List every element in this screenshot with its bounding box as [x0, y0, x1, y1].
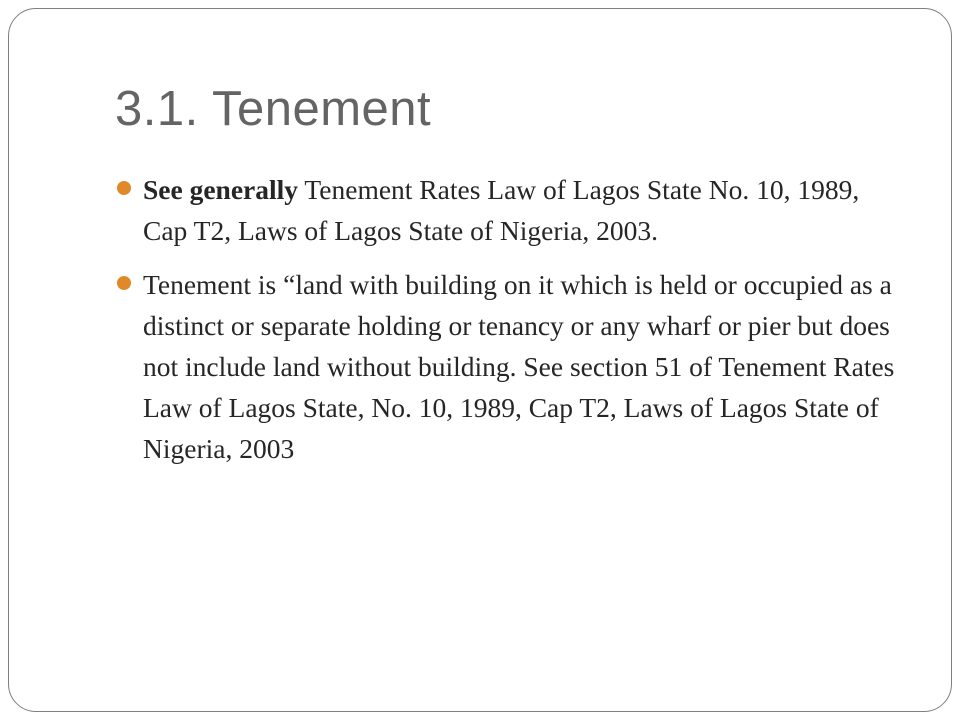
- bullet-item-statute-reference: [115, 169, 905, 251]
- bullet-body-text: Tenement is “land with building on it which is held or occupied as a distinct or separate holding or tenancy or any wharf or pier but does not include land without building. See section 51 of Tenement Rates Law of Lagos State, No. 10, 1989, Cap T2, Laws of Lagos State of Nigeria, 2003: [143, 269, 895, 464]
- slide-title: 3.1. Tenement: [115, 82, 432, 136]
- bullet-body-text: Tenement Rates Law of Lagos State No. 10, 1989, Cap T2, Laws of Lagos State of Nigeria, 2003.: [143, 174, 860, 246]
- bullet-dot-icon: [117, 181, 131, 195]
- bullet-list: [115, 169, 905, 482]
- bullet-lead-text: See generally: [143, 174, 299, 205]
- bullet-dot-icon: [117, 276, 131, 290]
- slide-frame: [8, 8, 952, 712]
- bullet-item-tenement-definition: [115, 264, 905, 469]
